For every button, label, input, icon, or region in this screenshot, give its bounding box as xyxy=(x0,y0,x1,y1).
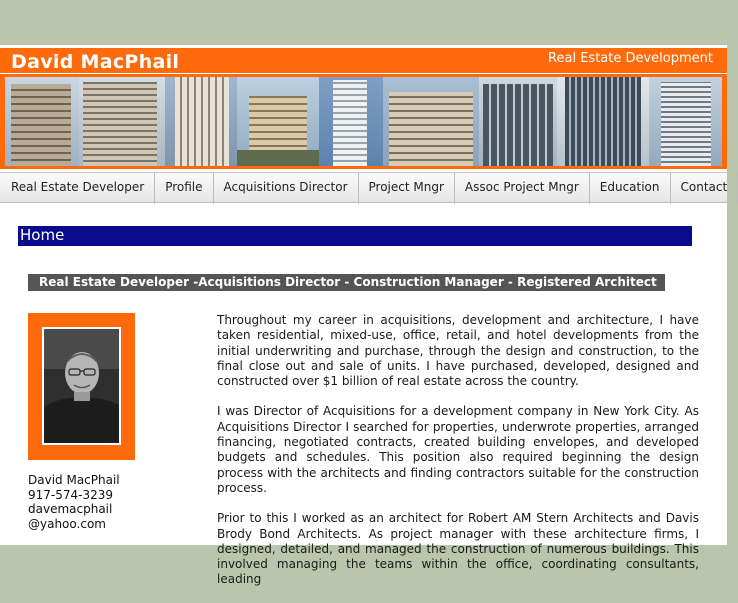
nav-item-profile[interactable]: Profile xyxy=(155,173,213,204)
page-title: Home xyxy=(18,226,692,246)
portrait-frame xyxy=(28,313,135,460)
building-photo xyxy=(165,77,237,166)
nav-item-contact[interactable]: Contact xyxy=(671,173,738,204)
contact-info xyxy=(28,473,120,531)
page-container xyxy=(0,45,728,587)
building-photo xyxy=(5,77,79,166)
building-photo-strip xyxy=(5,77,722,166)
site-header xyxy=(0,47,727,73)
building-photo xyxy=(319,77,383,166)
building-photo xyxy=(649,77,722,166)
building-photo xyxy=(557,77,649,166)
main-nav xyxy=(0,172,727,203)
building-photo xyxy=(79,77,165,166)
intro-paragraph: Throughout my career in acquisitions, development and architecture, I have taken residential, mixed-use, office, retail, and hotel developments from the initial underwriting and purchase, through the design and construction, to the final close out and sale of units. I have purchased, developed, designed and constructed over $1 billion of real estate across the country. xyxy=(217,313,699,389)
site-tagline: Real Estate Development xyxy=(548,51,713,66)
contact-phone: 917-574-3239 xyxy=(28,487,114,502)
building-photo xyxy=(479,77,557,166)
portrait-photo xyxy=(42,327,121,445)
contact-email-domain[interactable]: @yahoo.com xyxy=(28,516,106,531)
architect-paragraph: Prior to this I worked as an architect for Robert AM Stern Architects and Davis Brody Bond Architects. As project manager with these architecture firms, I designed, detailed, and managed the construction of numerous buildings. This involved managing the teams within the office, coordinating consultants, leading xyxy=(217,511,699,587)
building-photo xyxy=(237,77,319,166)
nav-item-real-estate-developer[interactable]: Real Estate Developer xyxy=(0,173,155,204)
acquisitions-paragraph: I was Director of Acquisitions for a development company in New York City. As Acquisitions Director I searched for properties, underwrote properties, arranged financing, negotiated contracts, created building envelopes, and developed budgets and schedules. This position also required beginning the design process with the architects and finding contractors suitable for the construction process. xyxy=(217,404,699,495)
nav-item-project-mngr[interactable]: Project Mngr xyxy=(359,173,455,204)
contact-email-user[interactable]: davemacphail xyxy=(28,502,113,516)
nav-item-assoc-project-mngr[interactable]: Assoc Project Mngr xyxy=(455,173,590,204)
nav-item-acquisitions-director[interactable]: Acquisitions Director xyxy=(214,173,359,204)
nav-item-education[interactable]: Education xyxy=(590,173,671,204)
banner xyxy=(0,74,727,169)
subtitle-banner: Real Estate Developer -Acquisitions Director - Construction Manager - Registered Architect xyxy=(28,274,665,291)
main-content xyxy=(217,313,699,603)
contact-name: David MacPhail xyxy=(28,473,120,487)
building-photo xyxy=(383,77,479,166)
site-name[interactable]: David MacPhail xyxy=(11,51,180,73)
